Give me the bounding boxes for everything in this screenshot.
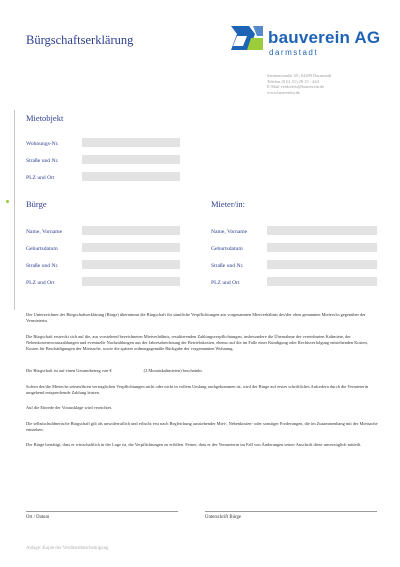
place-date-line[interactable] [26, 511, 178, 512]
signature-label: Unterschrift Bürge [205, 515, 242, 520]
paragraph-waiver [26, 405, 378, 411]
wohnungs-nr-field[interactable] [82, 138, 180, 147]
mieter-strasse-field[interactable] [267, 260, 377, 269]
buerge-name-field[interactable] [82, 226, 180, 235]
paragraph-irrevocable [26, 421, 378, 433]
mieter-geburtsdatum-field[interactable] [267, 243, 377, 252]
section-heading-buerge: Bürge [26, 199, 47, 209]
amount-text-end: (3 Monatskaltmieten) beschränkt. [143, 368, 203, 373]
company-address [267, 73, 331, 95]
address-line: Siemensstraße 20 | 64289 Darmstadt [267, 73, 332, 78]
label-plz-ort: PLZ und Ort [26, 175, 55, 181]
buerge-geburtsdatum-field[interactable] [82, 243, 180, 252]
label-strasse: Straße und Nr. [26, 158, 59, 164]
label-buerge-strasse: Straße und Nr. [26, 263, 59, 269]
label-mieter-strasse: Straße und Nr. [211, 263, 244, 269]
paragraph-demand [26, 384, 378, 396]
signature-line[interactable] [205, 511, 377, 512]
margin-rule [14, 110, 15, 310]
label-mieter-plz-ort: PLZ und Ort [211, 280, 240, 286]
section-heading-mieter: Mieter/in: [211, 199, 245, 209]
paragraph-text: Die selbstschuldnerische Bürgschaft gilt als unwiderruflich und erlischt erst nach Begleichung ausstehender Miet-, Nebenkosten- oder sonstiger Forderungen, die im Zusammenhang mit der Mietsache entstehen. [26, 421, 378, 432]
address-line: Telefon (0 61 51) 28 15 - 444 [267, 78, 319, 84]
paragraph-text: Der Bürge bestätigt, dass er wirtschaftlich in der Lage ist, die Verpflichtungen zu erfüllen. Ferner, dass er der Vermieterin im Fall von Änderungen seiner Anschrift diese unverzüglich mitteilt. [26, 442, 362, 447]
paragraph-text: Die Bürgschaft erstreckt sich auf die, aus vorstehend bezeichneten Mietverhältnis, resultierenden Zahlungsverpflichtungen, insbesondere die Übernahme der vereinbarten Kaltmiete, der Nebenkostenvorauszahlungen und eventuelle Nachzahlungen aus der Jahresabrechnung der Betriebskosten, ebenso auf die im Falle einer Kündigung oder Rechtsverfolgung entstehenden Kosten, Kosten für Beschädigungen der Mietsache, sowie die spätere ordnungsgemäße Rückgabe der vorgenannten Wohnung. [26, 334, 368, 351]
buerge-strasse-field[interactable] [82, 260, 180, 269]
attachment-note: Anlage: Kopie der Verdienstbescheinigung [26, 546, 109, 551]
amount-text-start: Die Bürgschaft ist auf einen Gesamtbetrag von € [26, 368, 112, 373]
section-marker-dot [6, 200, 9, 203]
label-mieter-geburtsdatum: Geburtsdatum [211, 246, 243, 252]
label-wohnungs-nr: Wohnungs-Nr. [26, 141, 59, 147]
label-buerge-geburtsdatum: Geburtsdatum [26, 246, 58, 252]
mieter-name-field[interactable] [267, 226, 377, 235]
document-title: Bürgschaftserklärung [26, 33, 134, 47]
label-mieter-name: Name, Vorname [211, 229, 248, 235]
paragraph-confirmation [26, 442, 378, 448]
label-buerge-plz-ort: PLZ und Ort [26, 280, 55, 286]
mieter-plz-ort-field[interactable] [267, 277, 377, 286]
paragraph-text: Der Unterzeichner der Bürgschaftserklärung (Bürge) übernimmt die Bürgschaft für sämtliche Verpflichtungen aus vorgenannten Mietverhältnis des/der oben genannten Mieters/in gegenüber der Vermieterin. [26, 312, 366, 323]
label-buerge-name: Name, Vorname [26, 229, 63, 235]
paragraph-text: Sofern der/die Mieter/in seinen/ihren vertraglichen Verpflichtungen nicht oder nicht in vollem Umfang nachgekommen ist, wird der Bürge auf erstes schriftliches Anfordern durch die Vermieterin umgehend entsprechende Zahlung leisten. [26, 384, 369, 395]
place-date-label: Ort / Datum [26, 515, 50, 520]
brand-subtitle: darmstadt [269, 48, 319, 57]
bauverein-logo-icon [229, 24, 265, 52]
paragraph-coverage [26, 334, 378, 352]
paragraph-amount [26, 368, 378, 374]
section-heading-mietobjekt: Mietobjekt [26, 113, 64, 123]
mietobjekt-strasse-field[interactable] [82, 155, 180, 164]
paragraph-text: Auf die Einrede der Vorausklage wird verzichtet. [26, 405, 113, 410]
address-line: www.bauverein.de [267, 89, 300, 95]
address-line: E-Mail verdorfen@bauverein.de [267, 84, 325, 90]
buerge-plz-ort-field[interactable] [82, 277, 180, 286]
mietobjekt-plz-ort-field[interactable] [82, 172, 180, 181]
brand-name: bauverein AG [268, 28, 381, 47]
paragraph-scope [26, 312, 378, 324]
